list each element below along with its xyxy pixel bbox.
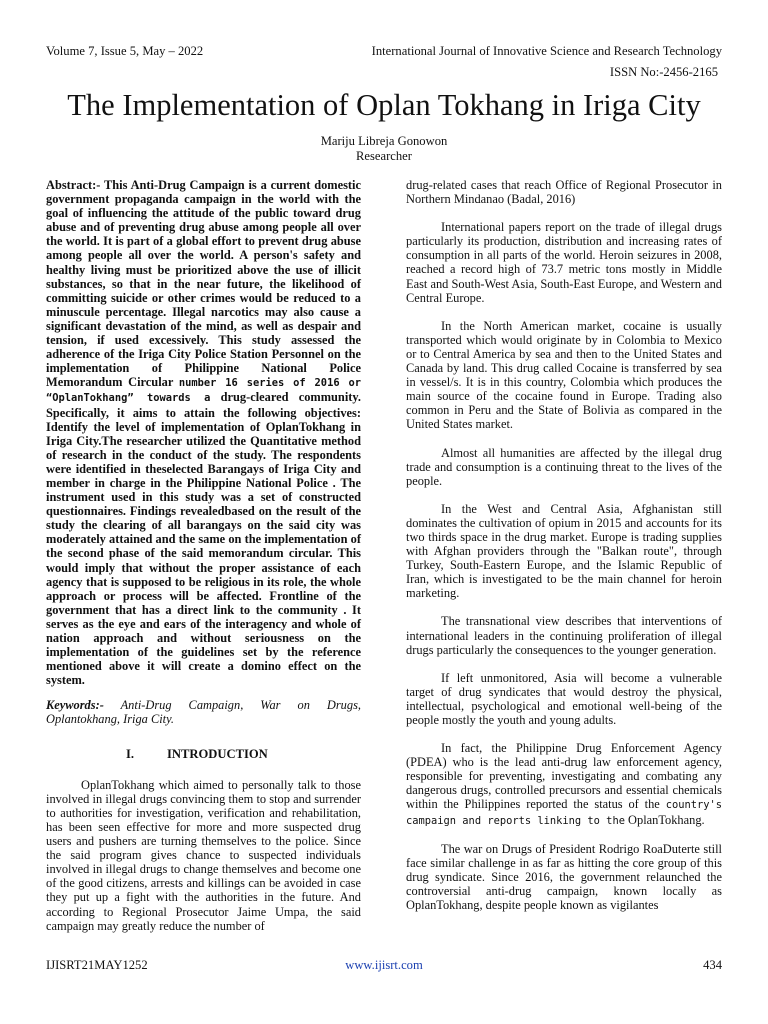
intro-paragraph: OplanTokhang which aimed to personally talk to those involved in illegal drugs convincing them to stop and surrender to authorities for investigation, verification and rehabilitation, has been seen effective for more and more suspected drug users and pushers are turning themselves to the police. Since the said program gives chance to suspected individuals involved in illegal drugs to change themselves and become one of the good citizens, arrests and killings can be avoided in case they put up a fight with the authorities in the future. And according to Regional Prosecutor Jaime Umpa, the said campaign may greatly reduce the number of [46, 777, 361, 933]
paragraph-pdea [406, 741, 722, 828]
paragraph-north-america: In the North American market, cocaine is usually transported which would originate by in Colombia to Mexico or to Central America by sea and then to the United States and Canada by land. This drug called Cocaine is transferred by sea in vessel/s. It is in this country, Colombia which produces the main source of the cocaine found in Europe. Trading also common in Peru and the State of Bolivia as compared in the United States market. [406, 318, 722, 432]
page-number: 434 [703, 958, 722, 972]
pdea-text-1: In fact, the Philippine Drug Enforcement Agency (PDEA) who is the lead anti-drug law enforcement agency, responsible for preventing, investigating and combating any dangerous drugs, controlled precursors and essential chemicals within the Philippines reported the status of the [406, 741, 722, 812]
abstract [46, 178, 361, 687]
paragraph-west-asia: In the West and Central Asia, Afghanistan still dominates the cultivation of opium in 2015 and accounts for its two thirds space in the drug market. Europe is trading supplies with Afghan providers through the "Balkan route", through Turkey, South-Eastern Europe, and the Islamic Republic of Iran, which is investigated to be the main channel for heroin marketing. [406, 501, 722, 601]
paper-code: IJISRT21MAY1252 [46, 958, 148, 972]
author-name: Mariju Libreja Gonowon [320, 134, 448, 148]
journal-name: International Journal of Innovative Science and Research Technology [371, 44, 722, 58]
author-block [0, 134, 768, 164]
right-column [406, 178, 722, 912]
keywords [46, 698, 361, 726]
abstract-text-mono: number 16 series of 2016 or “OplanTokhang” towards a [46, 377, 361, 405]
journal-url-link[interactable]: www.ijisrt.com [345, 958, 423, 972]
paragraph-transnational: The transnational view describes that interventions of international leaders in the continuing proliferation of illegal drugs particularly the consequences to the younger generation. [406, 614, 722, 657]
abstract-text-1: Abstract:- This Anti-Drug Campaign is a current domestic government propaganda campaign in the world with the goal of influencing the attitude of the public toward drug abuse and of preventing drug abuse among people all over the world. It is part of a global effort to prevent drug abuse among people all over the world. A person's safety and healthy living must be prioritized above the use of illicit substances, so that in the near future, the likelihood of committing suicide or other crimes would be reduced to a minuscule percentage. Illegal narcotics may also cause a significant devastation of the mind, as well as despair and tension, if used excessively. This study assessed the adherence of the Iriga City Police Station Personnel on the implementation of Philippine National Police Memorandum Circular [46, 178, 361, 390]
keywords-label: Keywords:- [46, 698, 104, 713]
issn: ISSN No:-2456-2165 [609, 65, 718, 79]
section-number: I. [125, 746, 134, 761]
paragraph-humanities: Almost all humanities are affected by the illegal drug trade and consumption is a continuing threat to the lives of the people. [406, 445, 722, 488]
author-role: Researcher [356, 149, 412, 163]
volume-issue: Volume 7, Issue 5, May – 2022 [46, 44, 204, 58]
keywords-text: Anti-Drug Campaign, War on Drugs, Oplantokhang, Iriga City. [46, 698, 361, 727]
paragraph-war-on-drugs: The war on Drugs of President Rodrigo RoaDuterte still face similar challenge in as far as hitting the core group of this drug syndicate. Since 2016, the government relaunched the controversial anti-drug campaign, known locally as OplanTokhang, despite people known as vigilantes [406, 841, 722, 913]
section-heading [46, 747, 361, 761]
paragraph-trade: International papers report on the trade of illegal drugs particularly its production, distribution and increasing rates of consumption in all parts of the world. Heroin seizures in 2008, reached a record high of 73.7 metric tons mostly in Middle East and South-West Asia, South-East Europe, and Western and Central Europe. [406, 220, 722, 305]
left-column [46, 178, 361, 933]
pdea-text-2: OplanTokhang. [624, 812, 705, 827]
abstract-text-2: drug-cleared community. Specifically, it aims to attain the following objectives: Identify the level of implementation of OplanTokhang in Iriga City.The researcher utilized the Quantitative method of research in the conduct of the study. The respondents were identified in theselected Barangays of Iriga City and member in charge in the Philippine National Police . The instrument used in this study was a set of constructed questionnaires. Findings revealedbased on the result of the study the clearing of all barangays on the said city was moderately attained and the same on the implementation of the second phase of the said memorandum circular. This would imply that without the proper assistance of each agency that is supposed to be religious in its role, the whole approach or process will be affected. Frontline of the government that has a direct link to the community . It serves as the eye and ears of the interagency and whole of nation approach and without seriousness on the implementation of the guidelines set by the reference mentioned above it will create a domino effect on the system. [46, 390, 362, 688]
section-title: INTRODUCTION [167, 746, 268, 761]
continuation-paragraph: drug-related cases that reach Office of Regional Prosecutor in Northern Mindanao (Badal, 2016) [406, 178, 722, 207]
paragraph-asia: If left unmonitored, Asia will become a vulnerable target of drug syndicates that would destroy the physical, intellectual, psychological and emotional well-being of the people mostly the youth and young adults. [406, 670, 722, 727]
pdea-text-mono: country's campaign and reports linking to the [406, 799, 722, 827]
paper-title: The Implementation of Oplan Tokhang in Iriga City [67, 88, 701, 122]
